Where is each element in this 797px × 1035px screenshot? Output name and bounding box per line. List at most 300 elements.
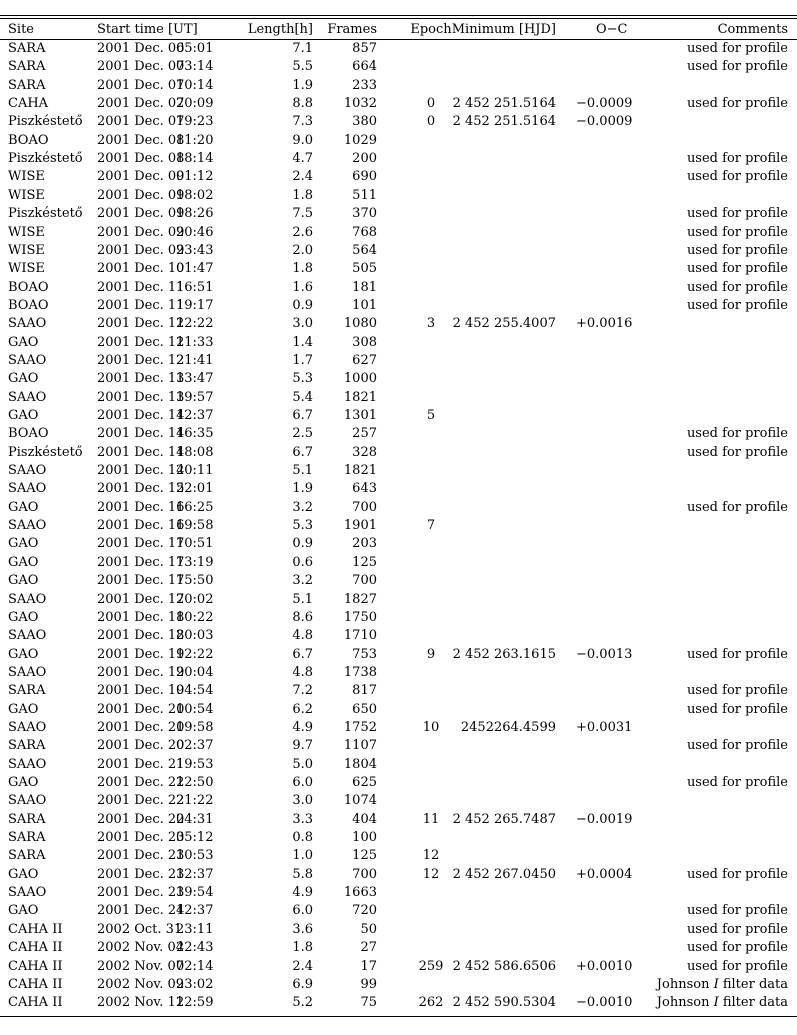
cell-date: 2001 Dec. 16 <box>97 499 185 515</box>
cell-date: 2001 Dec. 18 <box>97 628 185 644</box>
cell-frames: 1663 <box>343 885 377 901</box>
cell-date: 2001 Dec. 17 <box>97 591 185 607</box>
cell-time: 18:08 <box>176 444 214 460</box>
cell-length: 6.0 <box>292 903 313 919</box>
cell-date: 2002 Nov. 04 <box>97 940 185 956</box>
cell-time: 23:02 <box>176 976 214 992</box>
cell-frames: 857 <box>352 41 377 56</box>
cell-time: 05:01 <box>176 41 214 56</box>
table-row <box>0 77 797 95</box>
cell-comment: Johnson I filter data <box>656 976 788 992</box>
cell-comment: used for profile <box>686 701 788 717</box>
cell-length: 6.0 <box>292 775 313 790</box>
cell-length: 7.5 <box>292 206 313 222</box>
cell-date: 2001 Dec. 17 <box>97 573 185 589</box>
table-row <box>0 205 797 223</box>
cell-site: SARA <box>8 77 46 93</box>
cell-length: 4.8 <box>292 628 313 644</box>
table-row <box>0 646 797 664</box>
cell-time: 20:02 <box>176 591 214 607</box>
cell-site: CAHA <box>8 96 49 112</box>
cell-comment: used for profile <box>686 41 788 56</box>
header-site: Site <box>8 22 34 37</box>
cell-comment: used for profile <box>686 206 788 222</box>
cell-length: 6.7 <box>292 408 313 423</box>
cell-frames: 1821 <box>343 389 377 405</box>
cell-time: 19:58 <box>176 719 214 735</box>
table-row <box>0 444 797 462</box>
cell-frames: 1107 <box>343 738 377 754</box>
cell-frames: 1710 <box>343 628 377 644</box>
cell-time: 18:02 <box>176 187 214 203</box>
table-row <box>0 517 797 535</box>
cell-site: CAHA II <box>8 958 63 974</box>
cell-length: 0.6 <box>292 554 313 570</box>
cell-date: 2001 Dec. 23 <box>97 866 185 882</box>
cell-epoch: 10 <box>422 719 440 735</box>
cell-time: 20:46 <box>176 224 214 240</box>
cell-time: 13:47 <box>176 371 214 387</box>
header-oc: O−C <box>596 22 628 37</box>
cell-site: SAAO <box>8 316 47 332</box>
table-row <box>0 554 797 572</box>
table-row <box>0 499 797 517</box>
cell-minimum: 2 452 265.7487 <box>452 811 556 827</box>
table-row <box>0 572 797 590</box>
cell-date: 2002 Nov. 11 <box>97 995 185 1011</box>
cell-site: SAAO <box>8 664 47 680</box>
cell-date: 2002 Oct. 31 <box>97 921 183 937</box>
cell-site: Piszkéstető <box>8 444 83 460</box>
cell-comment: Johnson I filter data <box>656 995 788 1011</box>
cell-site: SAAO <box>8 719 47 735</box>
table-row <box>0 132 797 150</box>
cell-length: 7.2 <box>292 683 313 699</box>
cell-frames: 125 <box>352 554 377 570</box>
cell-frames: 1301 <box>343 408 377 423</box>
cell-frames: 625 <box>352 775 377 790</box>
table-row <box>0 609 797 627</box>
cell-length: 5.3 <box>292 371 313 387</box>
cell-frames: 75 <box>360 995 377 1011</box>
table-row <box>0 884 797 902</box>
cell-date: 2001 Dec. 07 <box>97 96 185 112</box>
cell-date: 2001 Dec. 17 <box>97 536 185 552</box>
table-row <box>0 737 797 755</box>
cell-time: 21:22 <box>176 793 214 809</box>
cell-time: 21:41 <box>176 352 214 368</box>
cell-length: 0.9 <box>292 536 313 552</box>
cell-site: WISE <box>8 242 45 258</box>
table-row <box>0 811 797 829</box>
cell-time: 20:09 <box>176 96 214 112</box>
cell-comment: used for profile <box>686 940 788 956</box>
cell-site: GAO <box>8 866 39 882</box>
cell-time: 20:04 <box>176 664 214 680</box>
cell-minimum: 2 452 267.0450 <box>452 866 556 882</box>
cell-time: 22:59 <box>176 995 214 1011</box>
cell-site: GAO <box>8 408 39 423</box>
cell-date: 2001 Dec. 14 <box>97 463 185 479</box>
cell-site: Piszkéstető <box>8 206 83 222</box>
cell-comment: used for profile <box>686 96 788 112</box>
cell-epoch: 262 <box>418 995 444 1011</box>
cell-time: 18:26 <box>176 206 214 222</box>
cell-site: Piszkéstető <box>8 151 83 167</box>
cell-oc: −0.0009 <box>576 114 633 130</box>
cell-frames: 1750 <box>343 609 377 625</box>
cell-time: 10:22 <box>176 609 214 625</box>
cell-time: 20:11 <box>176 463 214 479</box>
header-epoch: Epoch <box>410 22 452 37</box>
cell-frames: 643 <box>352 481 377 497</box>
table-row <box>0 407 797 425</box>
cell-length: 7.1 <box>292 41 313 56</box>
cell-length: 5.8 <box>292 866 313 882</box>
cell-time: 12:50 <box>176 775 214 790</box>
cell-site: GAO <box>8 903 39 919</box>
cell-site: GAO <box>8 536 39 552</box>
table-row <box>0 279 797 297</box>
cell-date: 2001 Dec. 24 <box>97 903 185 919</box>
cell-length: 5.4 <box>292 389 313 405</box>
cell-site: GAO <box>8 573 39 589</box>
cell-time: 10:14 <box>176 77 214 93</box>
cell-epoch: 259 <box>418 958 444 974</box>
cell-site: SARA <box>8 41 46 56</box>
cell-date: 2001 Dec. 23 <box>97 885 185 901</box>
cell-date: 2001 Dec. 16 <box>97 518 185 534</box>
cell-site: BOAO <box>8 132 49 148</box>
table-row <box>0 866 797 884</box>
table-row <box>0 792 797 810</box>
cell-date: 2001 Dec. 17 <box>97 554 185 570</box>
cell-date: 2001 Dec. 11 <box>97 279 185 295</box>
cell-time: 12:37 <box>176 408 214 423</box>
cell-length: 1.0 <box>292 848 313 864</box>
cell-minimum: 2 452 255.4007 <box>452 316 556 332</box>
cell-epoch: 7 <box>426 518 436 534</box>
cell-comment: used for profile <box>686 169 788 185</box>
cell-length: 8.8 <box>292 96 313 112</box>
cell-frames: 700 <box>352 499 377 515</box>
cell-comment: used for profile <box>686 444 788 460</box>
cell-site: BOAO <box>8 279 49 295</box>
cell-date: 2001 Dec. 07 <box>97 114 185 130</box>
cell-date: 2001 Dec. 08 <box>97 132 185 148</box>
cell-date: 2001 Dec. 19 <box>97 683 185 699</box>
cell-date: 2001 Dec. 09 <box>97 224 185 240</box>
cell-frames: 370 <box>352 206 377 222</box>
table-row <box>0 756 797 774</box>
cell-time: 16:35 <box>176 426 214 442</box>
table-row <box>0 994 797 1012</box>
cell-time: 22:43 <box>176 940 214 956</box>
cell-date: 2001 Dec. 14 <box>97 444 185 460</box>
table-row <box>0 224 797 242</box>
table-row <box>0 682 797 700</box>
cell-date: 2001 Dec. 12 <box>97 352 185 368</box>
cell-length: 5.3 <box>292 518 313 534</box>
table-row <box>0 40 797 58</box>
cell-time: 16:25 <box>176 499 214 515</box>
cell-date: 2001 Dec. 14 <box>97 426 185 442</box>
cell-site: SARA <box>8 738 46 754</box>
cell-length: 1.9 <box>292 481 313 497</box>
cell-date: 2001 Dec. 07 <box>97 59 185 75</box>
cell-time: 19:17 <box>176 297 214 313</box>
cell-comment: used for profile <box>686 738 788 754</box>
table-row <box>0 535 797 553</box>
cell-time: 22:22 <box>176 316 214 332</box>
cell-site: BOAO <box>8 426 49 442</box>
cell-frames: 1901 <box>343 518 377 534</box>
cell-time: 10:51 <box>176 536 214 552</box>
table-row <box>0 334 797 352</box>
cell-site: BOAO <box>8 297 49 313</box>
cell-site: WISE <box>8 169 45 185</box>
cell-date: 2002 Nov. 07 <box>97 958 185 974</box>
table-row <box>0 958 797 976</box>
cell-site: SAAO <box>8 756 47 772</box>
cell-comment: used for profile <box>686 921 788 937</box>
cell-date: 2001 Dec. 11 <box>97 297 185 313</box>
cell-epoch: 0 <box>426 114 436 130</box>
cell-epoch: 12 <box>422 866 440 882</box>
cell-oc: −0.0013 <box>576 646 633 662</box>
cell-frames: 505 <box>352 261 377 277</box>
table-row <box>0 939 797 957</box>
cell-time: 19:53 <box>176 756 214 772</box>
table-row <box>0 352 797 370</box>
cell-frames: 200 <box>352 151 377 167</box>
cell-comment: used for profile <box>686 59 788 75</box>
cell-frames: 27 <box>360 940 377 956</box>
cell-time: 20:03 <box>176 628 214 644</box>
cell-site: GAO <box>8 701 39 717</box>
cell-time: 15:50 <box>176 573 214 589</box>
cell-length: 5.2 <box>292 995 313 1011</box>
cell-time: 12:22 <box>176 646 214 662</box>
cell-time: 03:14 <box>176 59 214 75</box>
cell-frames: 1032 <box>343 96 377 112</box>
cell-frames: 380 <box>352 114 377 130</box>
cell-date: 2001 Dec. 15 <box>97 481 185 497</box>
cell-date: 2001 Dec. 09 <box>97 242 185 258</box>
cell-date: 2001 Dec. 08 <box>97 151 185 167</box>
cell-length: 6.9 <box>292 976 313 992</box>
cell-minimum: 2452264.4599 <box>460 719 556 735</box>
table-row <box>0 480 797 498</box>
cell-frames: 233 <box>352 77 377 93</box>
cell-frames: 664 <box>352 59 377 75</box>
cell-frames: 700 <box>352 573 377 589</box>
top-rule-2 <box>0 18 797 19</box>
cell-date: 2001 Dec. 09 <box>97 187 185 203</box>
cell-oc: −0.0009 <box>576 96 633 112</box>
table-row <box>0 719 797 737</box>
cell-site: SAAO <box>8 389 47 405</box>
cell-time: 22:01 <box>176 481 214 497</box>
cell-site: GAO <box>8 554 39 570</box>
cell-date: 2001 Dec. 20 <box>97 701 185 717</box>
table-row <box>0 774 797 792</box>
cell-frames: 690 <box>352 169 377 185</box>
cell-length: 0.9 <box>292 297 313 313</box>
cell-frames: 100 <box>352 830 377 846</box>
cell-length: 2.4 <box>292 169 313 185</box>
cell-site: SARA <box>8 683 46 699</box>
cell-comment: used for profile <box>686 958 788 974</box>
cell-comment: used for profile <box>686 683 788 699</box>
table-row <box>0 58 797 76</box>
cell-date: 2001 Dec. 22 <box>97 811 185 827</box>
cell-length: 0.8 <box>292 830 313 846</box>
cell-length: 3.0 <box>292 793 313 809</box>
cell-length: 1.9 <box>292 77 313 93</box>
cell-site: GAO <box>8 499 39 515</box>
cell-time: 13:19 <box>176 554 214 570</box>
cell-site: GAO <box>8 371 39 387</box>
cell-frames: 1074 <box>343 793 377 809</box>
table-row <box>0 297 797 315</box>
cell-frames: 404 <box>352 811 377 827</box>
header-length: Length[h] <box>247 22 313 37</box>
cell-length: 8.6 <box>292 609 313 625</box>
cell-site: SARA <box>8 59 46 75</box>
cell-length: 1.8 <box>292 261 313 277</box>
cell-site: CAHA II <box>8 995 63 1011</box>
cell-frames: 99 <box>360 976 377 992</box>
cell-length: 3.2 <box>292 573 313 589</box>
cell-length: 3.6 <box>292 921 313 937</box>
cell-epoch: 12 <box>422 848 440 864</box>
cell-length: 5.1 <box>292 591 313 607</box>
cell-date: 2001 Dec. 10 <box>97 261 185 277</box>
table-row <box>0 187 797 205</box>
cell-length: 5.1 <box>292 463 313 479</box>
table-row <box>0 976 797 994</box>
cell-site: GAO <box>8 646 39 662</box>
cell-date: 2002 Nov. 09 <box>97 976 185 992</box>
cell-length: 5.0 <box>292 756 313 772</box>
cell-length: 3.2 <box>292 499 313 515</box>
cell-length: 9.0 <box>292 132 313 148</box>
cell-epoch: 11 <box>422 811 440 827</box>
cell-frames: 650 <box>352 701 377 717</box>
cell-date: 2001 Dec. 20 <box>97 738 185 754</box>
cell-site: Piszkéstető <box>8 114 83 130</box>
cell-date: 2001 Dec. 21 <box>97 756 185 772</box>
cell-length: 6.7 <box>292 444 313 460</box>
cell-minimum: 2 452 251.5164 <box>452 96 556 112</box>
cell-time: 18:14 <box>176 151 214 167</box>
table-row <box>0 591 797 609</box>
cell-frames: 328 <box>352 444 377 460</box>
cell-epoch: 3 <box>426 316 436 332</box>
cell-frames: 257 <box>352 426 377 442</box>
cell-length: 2.0 <box>292 242 313 258</box>
cell-frames: 564 <box>352 242 377 258</box>
table-row <box>0 847 797 865</box>
cell-site: SARA <box>8 830 46 846</box>
cell-time: 16:51 <box>176 279 214 295</box>
cell-date: 2001 Dec. 14 <box>97 408 185 423</box>
cell-comment: used for profile <box>686 499 788 515</box>
cell-oc: +0.0016 <box>576 316 633 332</box>
cell-frames: 1080 <box>343 316 377 332</box>
cell-date: 2001 Dec. 23 <box>97 830 185 846</box>
cell-length: 1.7 <box>292 352 313 368</box>
cell-oc: −0.0010 <box>576 995 633 1011</box>
table-row <box>0 370 797 388</box>
cell-length: 2.6 <box>292 224 313 240</box>
cell-length: 7.3 <box>292 114 313 130</box>
cell-frames: 1738 <box>343 664 377 680</box>
table-row <box>0 95 797 113</box>
cell-time: 19:23 <box>176 114 214 130</box>
cell-frames: 1029 <box>343 132 377 148</box>
cell-time: 04:31 <box>176 811 214 827</box>
header-minimum: Minimum [HJD] <box>451 22 556 37</box>
table-row <box>0 113 797 131</box>
cell-length: 4.8 <box>292 664 313 680</box>
cell-frames: 50 <box>360 921 377 937</box>
cell-site: GAO <box>8 609 39 625</box>
cell-site: SAAO <box>8 793 47 809</box>
table-row <box>0 168 797 186</box>
cell-time: 23:43 <box>176 242 214 258</box>
cell-comment: used for profile <box>686 297 788 313</box>
cell-length: 6.2 <box>292 701 313 717</box>
cell-site: CAHA II <box>8 940 63 956</box>
cell-comment: used for profile <box>686 866 788 882</box>
cell-time: 19:54 <box>176 885 214 901</box>
cell-comment: used for profile <box>686 426 788 442</box>
cell-site: GAO <box>8 334 39 350</box>
cell-date: 2001 Dec. 07 <box>97 77 185 93</box>
table-row <box>0 389 797 407</box>
cell-site: SARA <box>8 811 46 827</box>
cell-date: 2001 Dec. 13 <box>97 389 185 405</box>
cell-length: 6.7 <box>292 646 313 662</box>
cell-frames: 1000 <box>343 371 377 387</box>
cell-frames: 125 <box>352 848 377 864</box>
cell-frames: 700 <box>352 866 377 882</box>
header-comments: Comments <box>717 22 788 37</box>
cell-frames: 203 <box>352 536 377 552</box>
cell-frames: 17 <box>360 958 377 974</box>
cell-time: 12:37 <box>176 866 214 882</box>
table-row <box>0 315 797 333</box>
cell-site: SAAO <box>8 518 47 534</box>
cell-epoch: 5 <box>426 408 436 423</box>
cell-time: 12:37 <box>176 903 214 919</box>
cell-minimum: 2 452 590.5304 <box>452 995 556 1011</box>
table-row <box>0 921 797 939</box>
cell-comment: used for profile <box>686 775 788 790</box>
cell-comment: used for profile <box>686 261 788 277</box>
cell-frames: 627 <box>352 352 377 368</box>
cell-date: 2001 Dec. 22 <box>97 775 185 790</box>
cell-length: 4.9 <box>292 719 313 735</box>
cell-frames: 817 <box>352 683 377 699</box>
cell-comment: used for profile <box>686 224 788 240</box>
cell-time: 19:57 <box>176 389 214 405</box>
cell-time: 10:54 <box>176 701 214 717</box>
cell-date: 2001 Dec. 09 <box>97 206 185 222</box>
table-row <box>0 829 797 847</box>
